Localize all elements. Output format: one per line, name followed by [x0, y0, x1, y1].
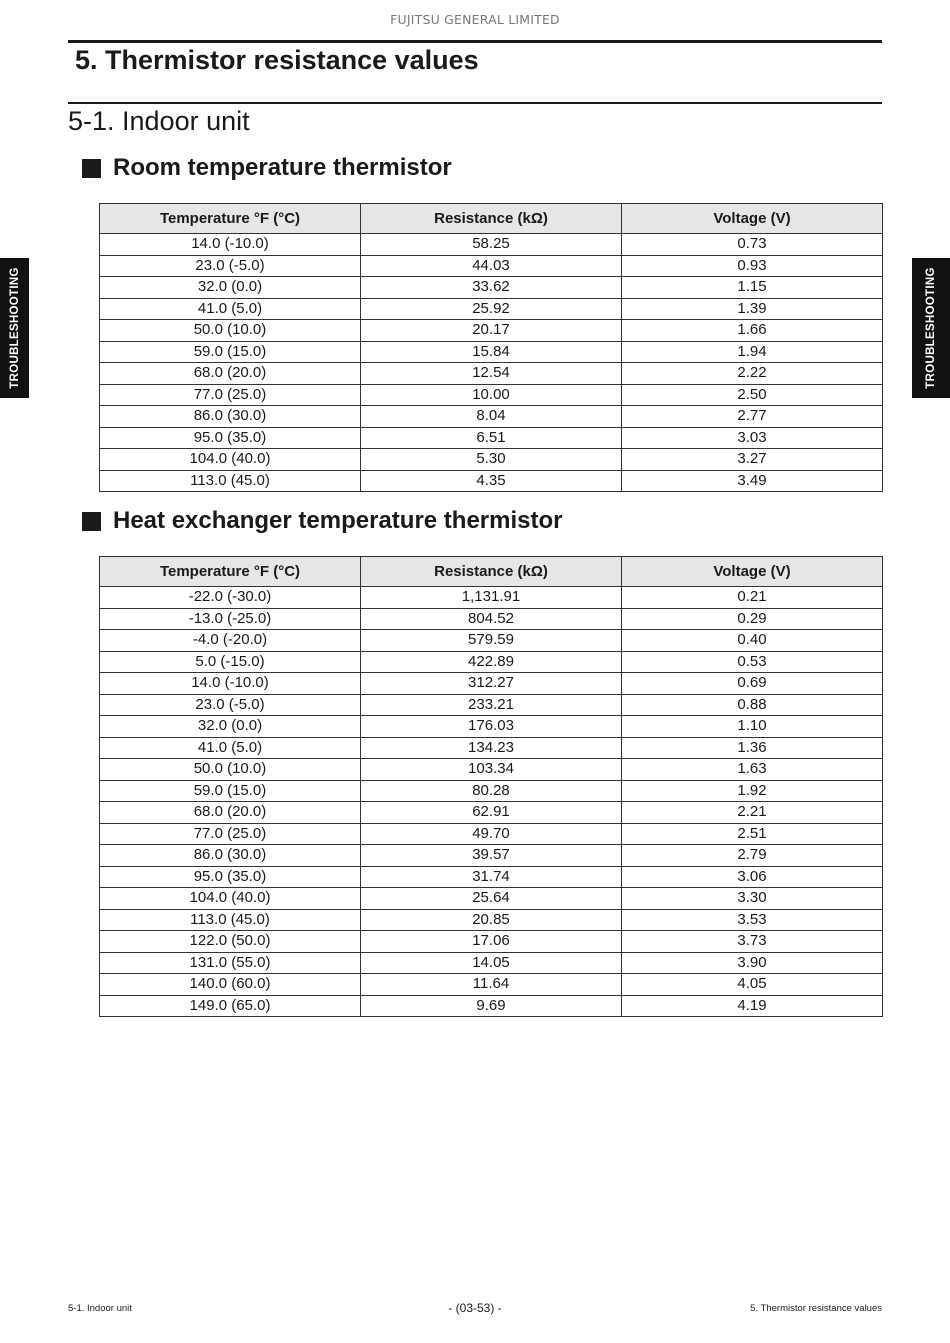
resistance-cell: 5.30: [361, 449, 622, 471]
company-name: FUJITSU GENERAL LIMITED: [390, 12, 560, 27]
temperature-cell: 50.0 (10.0): [100, 320, 361, 342]
column-header-temperature: Temperature °F (°C): [100, 204, 361, 234]
voltage-cell: 2.79: [622, 845, 883, 867]
resistance-cell: 33.62: [361, 277, 622, 299]
resistance-cell: 39.57: [361, 845, 622, 867]
resistance-cell: 58.25: [361, 234, 622, 256]
voltage-cell: 1.36: [622, 737, 883, 759]
resistance-cell: 11.64: [361, 974, 622, 996]
temperature-cell: 104.0 (40.0): [100, 888, 361, 910]
voltage-cell: 2.22: [622, 363, 883, 385]
temperature-cell: 5.0 (-15.0): [100, 651, 361, 673]
table-row: [100, 406, 883, 428]
table-row: [100, 384, 883, 406]
temperature-cell: 41.0 (5.0): [100, 298, 361, 320]
voltage-cell: 3.49: [622, 470, 883, 492]
temperature-cell: -4.0 (-20.0): [100, 630, 361, 652]
voltage-cell: 1.66: [622, 320, 883, 342]
table-row: [100, 449, 883, 471]
resistance-cell: 9.69: [361, 995, 622, 1017]
temperature-cell: 41.0 (5.0): [100, 737, 361, 759]
voltage-cell: 1.39: [622, 298, 883, 320]
resistance-cell: 6.51: [361, 427, 622, 449]
column-header-resistance: Resistance (kΩ): [361, 557, 622, 587]
table-row: [100, 716, 883, 738]
voltage-cell: 1.92: [622, 780, 883, 802]
resistance-cell: 17.06: [361, 931, 622, 953]
table-row: [100, 427, 883, 449]
resistance-cell: 49.70: [361, 823, 622, 845]
table-row: [100, 255, 883, 277]
temperature-cell: 77.0 (25.0): [100, 823, 361, 845]
temperature-cell: 95.0 (35.0): [100, 427, 361, 449]
table-row: [100, 651, 883, 673]
resistance-cell: 20.17: [361, 320, 622, 342]
table-row: [100, 234, 883, 256]
column-header-voltage: Voltage (V): [622, 204, 883, 234]
table-row: [100, 298, 883, 320]
table-row: [100, 823, 883, 845]
resistance-cell: 103.34: [361, 759, 622, 781]
resistance-cell: 422.89: [361, 651, 622, 673]
temperature-cell: 59.0 (15.0): [100, 341, 361, 363]
heading-text: Room temperature thermistor: [113, 154, 452, 181]
resistance-cell: 312.27: [361, 673, 622, 695]
square-bullet-icon: [82, 512, 101, 531]
chapter-title: 5. Thermistor resistance values: [75, 45, 479, 75]
table-row: [100, 845, 883, 867]
footer-section-label: 5-1. Indoor unit: [68, 1303, 132, 1314]
resistance-cell: 8.04: [361, 406, 622, 428]
resistance-cell: 20.85: [361, 909, 622, 931]
resistance-cell: 233.21: [361, 694, 622, 716]
temperature-cell: 68.0 (20.0): [100, 802, 361, 824]
temperature-cell: 50.0 (10.0): [100, 759, 361, 781]
voltage-cell: 2.77: [622, 406, 883, 428]
table-header-row: [100, 204, 883, 234]
voltage-cell: 4.19: [622, 995, 883, 1017]
table-row: [100, 363, 883, 385]
resistance-cell: 10.00: [361, 384, 622, 406]
resistance-cell: 15.84: [361, 341, 622, 363]
side-tab-right: [912, 258, 950, 398]
temperature-cell: 131.0 (55.0): [100, 952, 361, 974]
temperature-cell: 23.0 (-5.0): [100, 694, 361, 716]
header-rule: [68, 40, 882, 43]
section-rule: [68, 102, 882, 104]
resistance-cell: 44.03: [361, 255, 622, 277]
temperature-cell: 32.0 (0.0): [100, 277, 361, 299]
room-thermistor-table: [99, 203, 883, 492]
voltage-cell: 0.21: [622, 587, 883, 609]
resistance-cell: 1,131.91: [361, 587, 622, 609]
table-row: [100, 995, 883, 1017]
heat-exchanger-thermistor-heading: [82, 507, 562, 535]
table-row: [100, 587, 883, 609]
temperature-cell: 14.0 (-10.0): [100, 234, 361, 256]
voltage-cell: 3.53: [622, 909, 883, 931]
temperature-cell: 104.0 (40.0): [100, 449, 361, 471]
table-row: [100, 277, 883, 299]
table-row: [100, 470, 883, 492]
table-row: [100, 694, 883, 716]
voltage-cell: 2.51: [622, 823, 883, 845]
voltage-cell: 3.06: [622, 866, 883, 888]
voltage-cell: 0.53: [622, 651, 883, 673]
voltage-cell: 0.88: [622, 694, 883, 716]
heading-text: Heat exchanger temperature thermistor: [113, 507, 563, 534]
voltage-cell: 1.15: [622, 277, 883, 299]
table-row: [100, 608, 883, 630]
table-row: [100, 952, 883, 974]
voltage-cell: 0.93: [622, 255, 883, 277]
voltage-cell: 3.73: [622, 931, 883, 953]
temperature-cell: 23.0 (-5.0): [100, 255, 361, 277]
temperature-cell: 86.0 (30.0): [100, 845, 361, 867]
resistance-cell: 4.35: [361, 470, 622, 492]
table-header-row: [100, 557, 883, 587]
table-row: [100, 909, 883, 931]
voltage-cell: 3.90: [622, 952, 883, 974]
table-row: [100, 888, 883, 910]
column-header-temperature: Temperature °F (°C): [100, 557, 361, 587]
voltage-cell: 0.69: [622, 673, 883, 695]
table-row: [100, 673, 883, 695]
resistance-cell: 14.05: [361, 952, 622, 974]
temperature-cell: -13.0 (-25.0): [100, 608, 361, 630]
resistance-cell: 134.23: [361, 737, 622, 759]
temperature-cell: 86.0 (30.0): [100, 406, 361, 428]
voltage-cell: 2.50: [622, 384, 883, 406]
voltage-cell: 0.40: [622, 630, 883, 652]
resistance-cell: 62.91: [361, 802, 622, 824]
column-header-voltage: Voltage (V): [622, 557, 883, 587]
temperature-cell: 32.0 (0.0): [100, 716, 361, 738]
voltage-cell: 3.30: [622, 888, 883, 910]
footer-chapter-label: 5. Thermistor resistance values: [750, 1303, 882, 1314]
resistance-cell: 804.52: [361, 608, 622, 630]
temperature-cell: 14.0 (-10.0): [100, 673, 361, 695]
table-row: [100, 931, 883, 953]
column-header-resistance: Resistance (kΩ): [361, 204, 622, 234]
resistance-cell: 12.54: [361, 363, 622, 385]
side-tab-left: [0, 258, 29, 398]
voltage-cell: 0.73: [622, 234, 883, 256]
table-row: [100, 341, 883, 363]
side-tab-label: TROUBLESHOOTING: [925, 267, 937, 389]
side-tab-label: TROUBLESHOOTING: [8, 267, 21, 389]
voltage-cell: 3.03: [622, 427, 883, 449]
temperature-cell: 68.0 (20.0): [100, 363, 361, 385]
voltage-cell: 1.94: [622, 341, 883, 363]
table-row: [100, 630, 883, 652]
voltage-cell: 0.29: [622, 608, 883, 630]
temperature-cell: -22.0 (-30.0): [100, 587, 361, 609]
temperature-cell: 113.0 (45.0): [100, 470, 361, 492]
voltage-cell: 3.27: [622, 449, 883, 471]
table-row: [100, 866, 883, 888]
temperature-cell: 59.0 (15.0): [100, 780, 361, 802]
table-row: [100, 759, 883, 781]
temperature-cell: 95.0 (35.0): [100, 866, 361, 888]
table-row: [100, 780, 883, 802]
resistance-cell: 176.03: [361, 716, 622, 738]
voltage-cell: 2.21: [622, 802, 883, 824]
resistance-cell: 80.28: [361, 780, 622, 802]
room-thermistor-heading: [82, 154, 452, 182]
table-row: [100, 974, 883, 996]
resistance-cell: 25.92: [361, 298, 622, 320]
resistance-cell: 579.59: [361, 630, 622, 652]
square-bullet-icon: [82, 159, 101, 178]
voltage-cell: 1.10: [622, 716, 883, 738]
footer-page-number: - (03-53) -: [448, 1301, 502, 1315]
voltage-cell: 1.63: [622, 759, 883, 781]
temperature-cell: 113.0 (45.0): [100, 909, 361, 931]
section-title: 5-1. Indoor unit: [68, 106, 250, 136]
table-row: [100, 737, 883, 759]
voltage-cell: 4.05: [622, 974, 883, 996]
resistance-cell: 31.74: [361, 866, 622, 888]
temperature-cell: 140.0 (60.0): [100, 974, 361, 996]
resistance-cell: 25.64: [361, 888, 622, 910]
temperature-cell: 77.0 (25.0): [100, 384, 361, 406]
temperature-cell: 149.0 (65.0): [100, 995, 361, 1017]
temperature-cell: 122.0 (50.0): [100, 931, 361, 953]
table-row: [100, 802, 883, 824]
table-row: [100, 320, 883, 342]
heat-exchanger-thermistor-table: [99, 556, 883, 1017]
